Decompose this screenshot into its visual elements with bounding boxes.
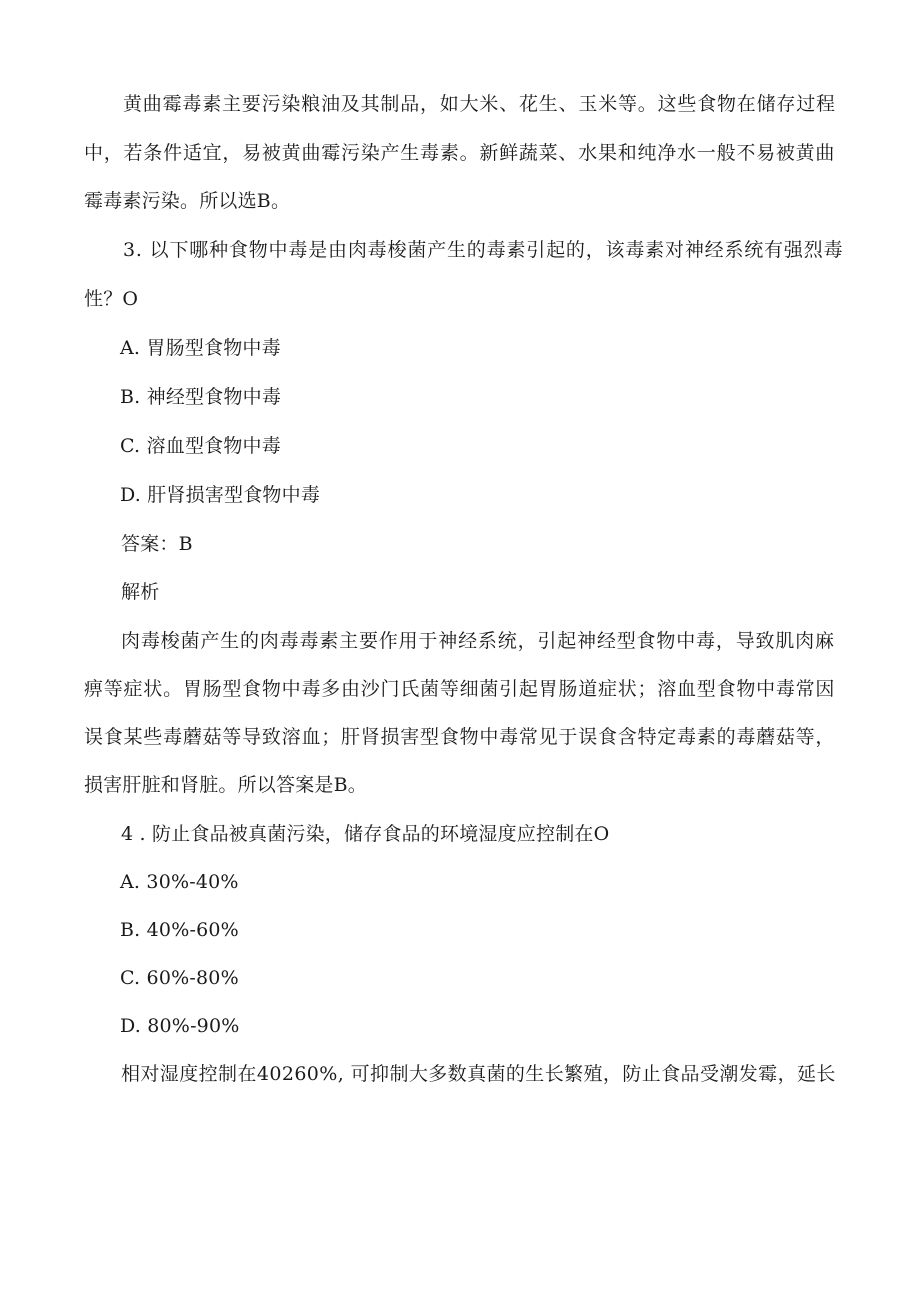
paragraph-line: 霉毒素污染。所以选B。 (84, 190, 291, 212)
option-c: C. 60%-80% (120, 967, 239, 989)
analysis-line: 误食某些毒蘑菇等导致溶血；肝肾损害型食物中毒常见于误食含特定毒素的毒蘑菇等， (84, 726, 836, 748)
option-d: D. 肝肾损害型食物中毒 (120, 484, 321, 506)
option-b: B. 神经型食物中毒 (120, 386, 282, 408)
answer-label: 答案：B (121, 533, 193, 555)
paragraph-line: 黄曲霉毒素主要污染粮油及其制品，如大米、花生、玉米等。这些食物在储存过程 (123, 93, 836, 115)
analysis-line: 肉毒梭菌产生的肉毒毒素主要作用于神经系统，引起神经型食物中毒，导致肌肉麻 (121, 630, 835, 652)
option-a: A. 胃肠型食物中毒 (120, 337, 281, 359)
question-4-text: 4 . 防止食品被真菌污染，储存食品的环境湿度应控制在O (121, 823, 610, 845)
option-b: B. 40%-60% (120, 919, 239, 941)
paragraph-line: 中，若条件适宜，易被黄曲霉污染产生毒素。新鲜蔬菜、水果和纯净水一般不易被黄曲 (84, 142, 836, 164)
option-c: C. 溶血型食物中毒 (120, 435, 281, 457)
analysis-label: 解析 (121, 581, 160, 603)
analysis-line: 相对湿度控制在40260%, 可抑制大多数真菌的生长繁殖，防止食品受潮发霉，延长 (121, 1063, 836, 1085)
question-3-text: 性？O (84, 288, 139, 310)
question-3-text: 3. 以下哪种食物中毒是由肉毒梭菌产生的毒素引起的，该毒素对神经系统有强烈毒 (123, 239, 844, 261)
option-d: D. 80%-90% (120, 1015, 240, 1037)
analysis-line: 损害肝脏和肾脏。所以答案是B。 (84, 774, 367, 796)
analysis-line: 痹等症状。胃肠型食物中毒多由沙门氏菌等细菌引起胃肠道症状；溶血型食物中毒常因 (84, 678, 836, 700)
option-a: A. 30%-40% (120, 871, 239, 893)
